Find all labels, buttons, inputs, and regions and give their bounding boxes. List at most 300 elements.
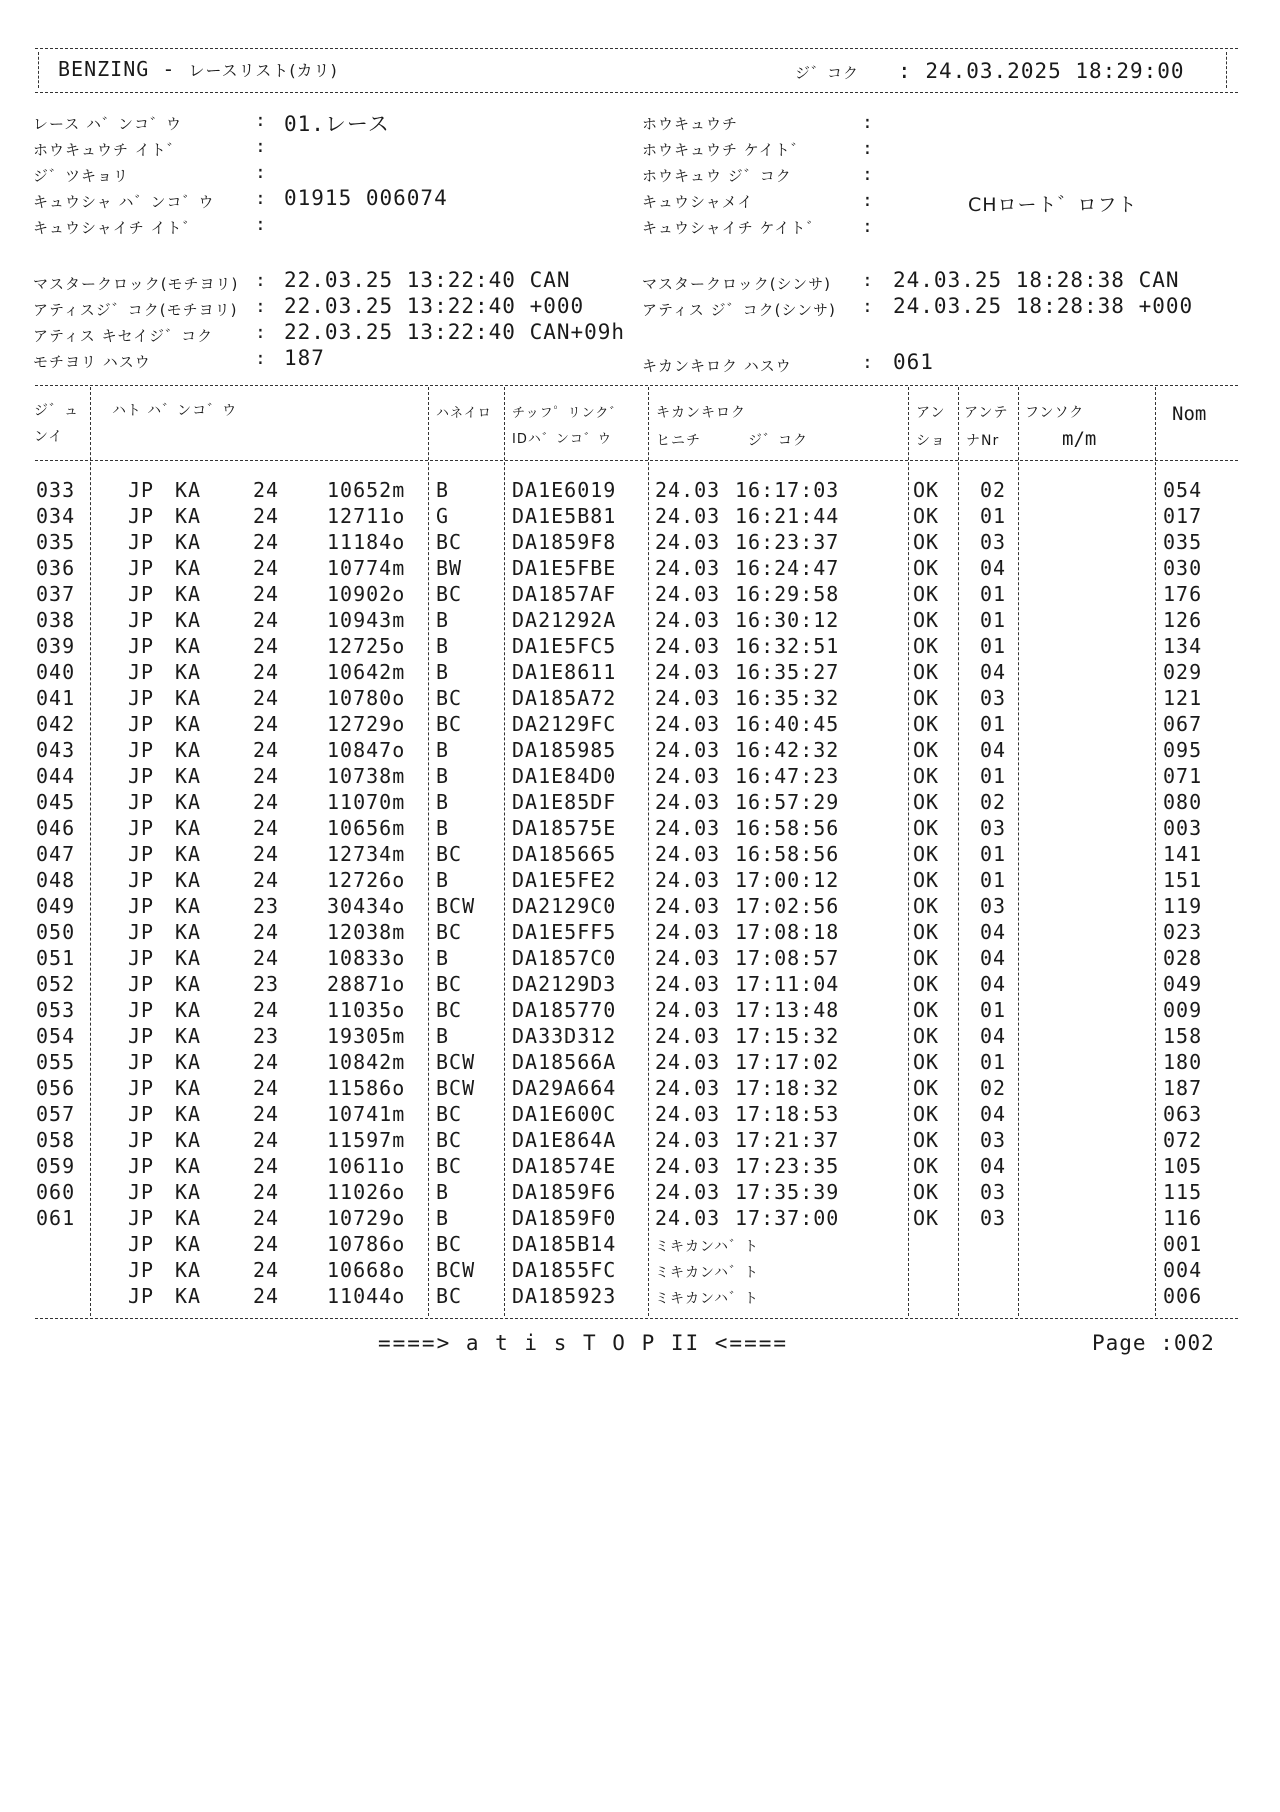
ring-assoc: KA (175, 530, 202, 554)
arrival-date: 24.03 (655, 1154, 721, 1178)
rank-cell: 050 (36, 920, 76, 944)
arrival-time: 16:23:37 (735, 530, 840, 554)
arrival-time: 16:42:32 (735, 738, 840, 762)
feather-color: B (436, 1180, 450, 1204)
clock-value-atis-judge: 24.03.25 18:28:38 +000 (893, 294, 1194, 318)
chip-id: DA1E84D0 (512, 764, 617, 788)
ring-country: JP (128, 738, 155, 762)
antenna-status: OK (913, 1154, 940, 1178)
antenna-status: OK (913, 868, 940, 892)
title-separator: - (162, 57, 176, 81)
ring-country: JP (128, 1076, 155, 1100)
info-colon: : (862, 138, 873, 159)
ring-number: 10842m (327, 1050, 406, 1074)
table-row (0, 920, 1280, 946)
ring-country: JP (128, 1180, 155, 1204)
nomination-number: 004 (1163, 1258, 1203, 1282)
chip-id: DA1857C0 (512, 946, 617, 970)
nomination-number: 035 (1163, 530, 1203, 554)
info-value-loft-no: 01915 006074 (284, 186, 448, 210)
arrival-date: 24.03 (655, 1076, 721, 1100)
feather-color: BC (436, 530, 463, 554)
table-row (0, 842, 1280, 868)
antenna-status: OK (913, 842, 940, 866)
info-colon: : (255, 110, 266, 131)
chip-id: DA2129D3 (512, 972, 617, 996)
antenna-number: 04 (980, 556, 1007, 580)
antenna-number: 03 (980, 686, 1007, 710)
rank-cell: 044 (36, 764, 76, 788)
antenna-number: 01 (980, 634, 1007, 658)
ring-number: 12725o (327, 634, 406, 658)
header-speed-line1: フンソク (1025, 405, 1085, 421)
table-row (0, 556, 1280, 582)
info-label-release-point: ホウキュウチ (642, 115, 739, 133)
arrival-date: 24.03 (655, 1128, 721, 1152)
antenna-status: OK (913, 1180, 940, 1204)
table-row (0, 1206, 1280, 1232)
arrival-date: 24.03 (655, 1024, 721, 1048)
ring-year: 24 (253, 1050, 280, 1074)
ring-number: 30434o (327, 894, 406, 918)
info-colon: : (255, 136, 266, 157)
feather-color: B (436, 1206, 450, 1230)
antenna-number: 02 (980, 478, 1007, 502)
ring-number: 12711o (327, 504, 406, 528)
ring-year: 24 (253, 556, 280, 580)
ring-number: 10668o (327, 1258, 406, 1282)
info-label-distance: ジ゛ツキョリ (33, 167, 130, 185)
ring-number: 10611o (327, 1154, 406, 1178)
antenna-status: OK (913, 608, 940, 632)
antenna-status: OK (913, 1128, 940, 1152)
table-row (0, 998, 1280, 1024)
ring-number: 10642m (327, 660, 406, 684)
header-antenna-line1: アン (916, 405, 946, 421)
nomination-number: 116 (1163, 1206, 1203, 1230)
feather-color: BC (436, 686, 463, 710)
ring-assoc: KA (175, 764, 202, 788)
header-pigeon: ハト ハ゛ンコ゛ウ (112, 403, 238, 419)
nomination-number: 063 (1163, 1102, 1203, 1126)
antenna-number: 04 (980, 1102, 1007, 1126)
ring-assoc: KA (175, 634, 202, 658)
nomination-number: 030 (1163, 556, 1203, 580)
nomination-number: 105 (1163, 1154, 1203, 1178)
rank-cell: 040 (36, 660, 76, 684)
feather-color: BC (436, 1128, 463, 1152)
nomination-number: 017 (1163, 504, 1203, 528)
rank-cell: 036 (36, 556, 76, 580)
antenna-status: OK (913, 504, 940, 528)
ring-number: 10741m (327, 1102, 406, 1126)
nomination-number: 071 (1163, 764, 1203, 788)
nomination-number: 072 (1163, 1128, 1203, 1152)
rank-cell: 043 (36, 738, 76, 762)
ring-year: 24 (253, 582, 280, 606)
chip-id: DA1E5FBE (512, 556, 617, 580)
rank-cell: 054 (36, 1024, 76, 1048)
rank-cell: 055 (36, 1050, 76, 1074)
clock-value-master-basket: 22.03.25 13:22:40 CAN (284, 268, 571, 292)
ring-assoc: KA (175, 504, 202, 528)
header-record: キカンキロク (656, 405, 746, 421)
chip-id: DA185923 (512, 1284, 617, 1308)
ring-year: 24 (253, 530, 280, 554)
arrival-time: 17:37:00 (735, 1206, 840, 1230)
header-speed-line2: m/m (1062, 428, 1097, 450)
feather-color: B (436, 790, 450, 814)
rank-cell: 061 (36, 1206, 76, 1230)
antenna-number: 01 (980, 1050, 1007, 1074)
nomination-number: 009 (1163, 998, 1203, 1022)
nomination-number: 003 (1163, 816, 1203, 840)
table-row (0, 1284, 1280, 1310)
ring-number: 10902o (327, 582, 406, 606)
ring-country: JP (128, 478, 155, 502)
table-row (0, 660, 1280, 686)
ring-year: 24 (253, 868, 280, 892)
feather-color: BC (436, 1232, 463, 1256)
header-bottom-border (35, 92, 1238, 93)
nomination-number: 176 (1163, 582, 1203, 606)
rank-cell: 059 (36, 1154, 76, 1178)
arrival-time: 17:00:12 (735, 868, 840, 892)
table-row (0, 972, 1280, 998)
clock-label-atis-regulated: アティス キセイジ゛コク (33, 327, 214, 345)
header-rank-line2: ンイ (34, 429, 64, 445)
rank-cell: 058 (36, 1128, 76, 1152)
info-colon: : (255, 270, 266, 291)
ring-year: 24 (253, 1102, 280, 1126)
chip-id: DA18575E (512, 816, 617, 840)
feather-color: BC (436, 998, 463, 1022)
info-colon: : (255, 322, 266, 343)
rank-cell: 041 (36, 686, 76, 710)
footer-brand: ====> a t i s T O P II <==== (378, 1331, 789, 1355)
info-colon: : (862, 352, 873, 373)
rank-cell: 048 (36, 868, 76, 892)
ring-year: 24 (253, 816, 280, 840)
antenna-status: OK (913, 1102, 940, 1126)
ring-year: 24 (253, 842, 280, 866)
nomination-number: 134 (1163, 634, 1203, 658)
ring-number: 10774m (327, 556, 406, 580)
antenna-number: 04 (980, 1154, 1007, 1178)
rank-cell: 034 (36, 504, 76, 528)
arrival-date: 24.03 (655, 764, 721, 788)
ring-country: JP (128, 608, 155, 632)
ring-country: JP (128, 842, 155, 866)
ring-country: JP (128, 1024, 155, 1048)
ring-assoc: KA (175, 1154, 202, 1178)
table-row (0, 1232, 1280, 1258)
ring-year: 24 (253, 1284, 280, 1308)
feather-color: B (436, 608, 450, 632)
header-color: ハネイロ (436, 406, 492, 421)
table-row (0, 1050, 1280, 1076)
chip-id: DA1E600C (512, 1102, 617, 1126)
chip-id: DA1855FC (512, 1258, 617, 1282)
table-row (0, 816, 1280, 842)
antenna-number: 01 (980, 712, 1007, 736)
arrival-date: 24.03 (655, 504, 721, 528)
arrival-date: 24.03 (655, 1180, 721, 1204)
antenna-number: 04 (980, 738, 1007, 762)
info-label-loft-name: キュウシャメイ (642, 193, 754, 211)
arrival-time: 17:18:53 (735, 1102, 840, 1126)
antenna-status: OK (913, 582, 940, 606)
chip-id: DA2129C0 (512, 894, 617, 918)
arrival-time: 16:29:58 (735, 582, 840, 606)
ring-country: JP (128, 1232, 155, 1256)
pending-status: ミキカンハ゛ト (655, 1239, 760, 1255)
antenna-status: OK (913, 920, 940, 944)
ring-assoc: KA (175, 998, 202, 1022)
arrival-date: 24.03 (655, 868, 721, 892)
arrival-time: 17:08:57 (735, 946, 840, 970)
antenna-status: OK (913, 816, 940, 840)
antenna-number: 04 (980, 946, 1007, 970)
ring-country: JP (128, 530, 155, 554)
ring-year: 24 (253, 920, 280, 944)
arrival-date: 24.03 (655, 660, 721, 684)
ring-number: 10780o (327, 686, 406, 710)
rank-cell: 051 (36, 946, 76, 970)
header-top-border (35, 48, 1238, 49)
ring-assoc: KA (175, 1050, 202, 1074)
ring-country: JP (128, 686, 155, 710)
table-row (0, 1180, 1280, 1206)
ring-country: JP (128, 1206, 155, 1230)
arrival-date: 24.03 (655, 634, 721, 658)
rank-cell: 037 (36, 582, 76, 606)
feather-color: BC (436, 972, 463, 996)
feather-color: B (436, 816, 450, 840)
print-time-colon: : (898, 59, 912, 83)
nomination-number: 095 (1163, 738, 1203, 762)
feather-color: BCW (436, 1076, 476, 1100)
antenna-number: 02 (980, 1076, 1007, 1100)
arrival-time: 17:17:02 (735, 1050, 840, 1074)
ring-assoc: KA (175, 1232, 202, 1256)
feather-color: BC (436, 712, 463, 736)
arrival-time: 16:57:29 (735, 790, 840, 814)
table-row (0, 686, 1280, 712)
ring-number: 11026o (327, 1180, 406, 1204)
antenna-status: OK (913, 478, 940, 502)
info-label-loft-lon: キュウシャイチ ケイト゛ (642, 219, 823, 237)
ring-assoc: KA (175, 556, 202, 580)
arrival-time: 17:11:04 (735, 972, 840, 996)
ring-country: JP (128, 946, 155, 970)
rank-cell: 056 (36, 1076, 76, 1100)
ring-number: 11070m (327, 790, 406, 814)
antenna-number: 01 (980, 764, 1007, 788)
ring-assoc: KA (175, 686, 202, 710)
header-nom: Nom (1172, 403, 1207, 425)
ring-country: JP (128, 1102, 155, 1126)
table-top-border (35, 385, 1238, 386)
chip-id: DA1E864A (512, 1128, 617, 1152)
ring-assoc: KA (175, 660, 202, 684)
ring-number: 10738m (327, 764, 406, 788)
ring-country: JP (128, 998, 155, 1022)
feather-color: BC (436, 842, 463, 866)
antenna-number: 04 (980, 660, 1007, 684)
nomination-number: 151 (1163, 868, 1203, 892)
nomination-number: 180 (1163, 1050, 1203, 1074)
arrival-date: 24.03 (655, 1206, 721, 1230)
ring-year: 24 (253, 1076, 280, 1100)
antenna-status: OK (913, 998, 940, 1022)
chip-id: DA1E5FE2 (512, 868, 617, 892)
nomination-number: 029 (1163, 660, 1203, 684)
info-value-race-no: 01.レース (284, 112, 390, 136)
chip-id: DA1857AF (512, 582, 617, 606)
arrival-date: 24.03 (655, 712, 721, 736)
ring-number: 10729o (327, 1206, 406, 1230)
antenna-status: OK (913, 556, 940, 580)
rank-cell: 060 (36, 1180, 76, 1204)
ring-assoc: KA (175, 816, 202, 840)
ring-country: JP (128, 790, 155, 814)
ring-year: 24 (253, 478, 280, 502)
feather-color: B (436, 1024, 450, 1048)
antenna-number: 02 (980, 790, 1007, 814)
ring-year: 23 (253, 894, 280, 918)
ring-year: 24 (253, 608, 280, 632)
header-antenna-line2: ショ (916, 433, 946, 449)
ring-year: 23 (253, 1024, 280, 1048)
ring-country: JP (128, 1258, 155, 1282)
ring-number: 11184o (327, 530, 406, 554)
ring-number: 10847o (327, 738, 406, 762)
ring-assoc: KA (175, 790, 202, 814)
rank-cell: 052 (36, 972, 76, 996)
nomination-number: 121 (1163, 686, 1203, 710)
ring-country: JP (128, 764, 155, 788)
nomination-number: 115 (1163, 1180, 1203, 1204)
ring-country: JP (128, 582, 155, 606)
clock-value-atis-regulated: 22.03.25 13:22:40 CAN+09h (284, 320, 626, 344)
ring-number: 11044o (327, 1284, 406, 1308)
ring-year: 24 (253, 998, 280, 1022)
table-row (0, 868, 1280, 894)
ring-year: 24 (253, 764, 280, 788)
ring-number: 10833o (327, 946, 406, 970)
rank-cell: 038 (36, 608, 76, 632)
antenna-number: 03 (980, 1206, 1007, 1230)
antenna-status: OK (913, 790, 940, 814)
nomination-number: 119 (1163, 894, 1203, 918)
feather-color: BW (436, 556, 463, 580)
rank-cell: 033 (36, 478, 76, 502)
ring-number: 19305m (327, 1024, 406, 1048)
table-row (0, 608, 1280, 634)
info-colon: : (862, 164, 873, 185)
arrival-time: 16:40:45 (735, 712, 840, 736)
arrival-time: 16:32:51 (735, 634, 840, 658)
ring-number: 28871o (327, 972, 406, 996)
antenna-number: 01 (980, 998, 1007, 1022)
info-colon: : (862, 296, 873, 317)
feather-color: BCW (436, 1050, 476, 1074)
clock-label-atis-judge: アティス ジ゛コク(シンサ) (642, 301, 836, 319)
ring-year: 24 (253, 946, 280, 970)
arrival-date: 24.03 (655, 582, 721, 606)
feather-color: B (436, 634, 450, 658)
table-row (0, 504, 1280, 530)
table-row (0, 790, 1280, 816)
ring-assoc: KA (175, 608, 202, 632)
header-right-border (1226, 52, 1227, 88)
clock-label-atis-basket: アティスジ゛コク(モチヨリ) (33, 301, 238, 319)
table-row (0, 1154, 1280, 1180)
ring-number: 11035o (327, 998, 406, 1022)
ring-assoc: KA (175, 894, 202, 918)
ring-assoc: KA (175, 946, 202, 970)
antenna-number: 03 (980, 530, 1007, 554)
antenna-status: OK (913, 1024, 940, 1048)
arrival-date: 24.03 (655, 530, 721, 554)
table-row (0, 1128, 1280, 1154)
antenna-number: 04 (980, 972, 1007, 996)
ring-assoc: KA (175, 478, 202, 502)
arrival-time: 16:30:12 (735, 608, 840, 632)
feather-color: BC (436, 1154, 463, 1178)
ring-country: JP (128, 972, 155, 996)
antenna-number: 04 (980, 1024, 1007, 1048)
info-label-loft-lat: キュウシャイチ イト゛ (33, 219, 199, 237)
chip-id: DA185985 (512, 738, 617, 762)
report-title (58, 57, 338, 81)
antenna-number: 01 (980, 868, 1007, 892)
antenna-number: 03 (980, 1128, 1007, 1152)
header-rank-line1: ジ゛ュ (34, 403, 79, 419)
feather-color: BCW (436, 894, 476, 918)
arrival-time: 16:17:03 (735, 478, 840, 502)
antenna-number: 01 (980, 608, 1007, 632)
arrival-date: 24.03 (655, 1102, 721, 1126)
ring-assoc: KA (175, 1206, 202, 1230)
chip-id: DA33D312 (512, 1024, 617, 1048)
antenna-status: OK (913, 1206, 940, 1230)
antenna-number: 01 (980, 842, 1007, 866)
chip-id: DA1E8611 (512, 660, 617, 684)
nomination-number: 158 (1163, 1024, 1203, 1048)
clock-label-master-judge: マスタークロック(シンサ) (642, 275, 832, 293)
antenna-number: 03 (980, 1180, 1007, 1204)
nomination-number: 141 (1163, 842, 1203, 866)
antenna-number: 01 (980, 582, 1007, 606)
ring-country: JP (128, 556, 155, 580)
arrival-date: 24.03 (655, 816, 721, 840)
ring-number: 12726o (327, 868, 406, 892)
antenna-status: OK (913, 660, 940, 684)
feather-color: BC (436, 1284, 463, 1308)
ring-year: 24 (253, 1180, 280, 1204)
info-colon: : (862, 190, 873, 211)
antenna-status: OK (913, 946, 940, 970)
table-header-border (35, 460, 1238, 461)
ring-country: JP (128, 1050, 155, 1074)
nomination-number: 126 (1163, 608, 1203, 632)
table-row (0, 634, 1280, 660)
ring-number: 11586o (327, 1076, 406, 1100)
table-row (0, 1258, 1280, 1284)
ring-year: 24 (253, 712, 280, 736)
